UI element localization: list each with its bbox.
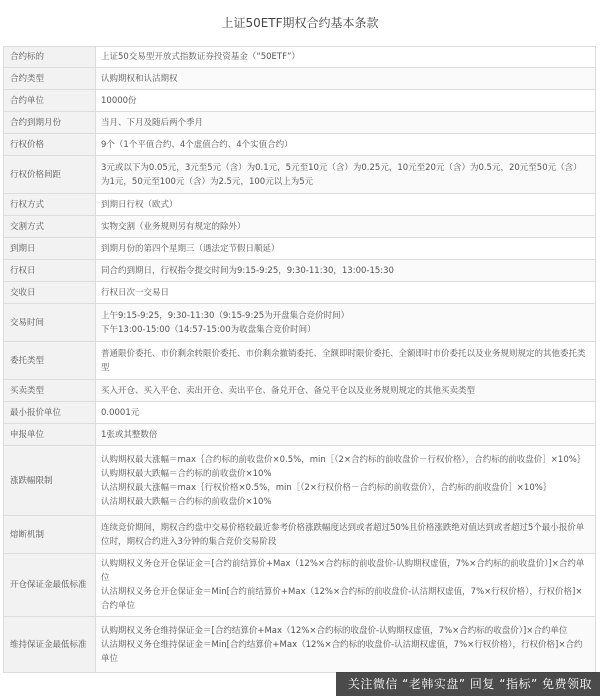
- term-value-line: 认沽期权最大涨幅＝max｛行权价格×0.5%，min［（2×行权价格－合约标的前收盘价），合约标的前收盘价］×10%｝: [101, 482, 552, 493]
- term-value-line: 到期月份的第四个星期三（遇法定节假日顺延）: [101, 243, 280, 254]
- term-value-line: 上证50交易型开放式指数证券投资基金（“50ETF”）: [101, 52, 300, 62]
- term-value-line: 当月、下月及随后两个季月: [101, 117, 204, 128]
- table-row: [4, 112, 596, 134]
- term-value-line: 1张或其整数倍: [101, 429, 158, 440]
- term-value: [96, 617, 596, 673]
- term-value-line: 认购期权义务仓开仓保证金＝[合约前结算价+Max（12%×合约标的前收盘价-认购期权虚值，7%×合约标的前收盘价）]×合约单位: [101, 559, 585, 583]
- term-value-line: 3元或以下为0.05元，3元至5元（含）为0.1元，5元至10元（含）为0.25元，10元至20元（含）为0.5元，20元至50元（含）为1元，50元至100元（含）为2.5元，100元以上为5元: [101, 162, 582, 187]
- term-value-line: 认购期权最大跌幅＝合约标的前收盘价×10%: [101, 468, 272, 479]
- term-label: 交割方式: [4, 216, 96, 238]
- term-label: 涨跌幅限制: [4, 446, 96, 516]
- term-label: 交收日: [4, 282, 96, 304]
- term-value: [96, 156, 596, 194]
- term-label: 行权价格: [4, 134, 96, 156]
- term-label: 维持保证金最低标准: [4, 617, 96, 673]
- term-label: 开仓保证金最低标准: [4, 554, 96, 617]
- table-row: [4, 516, 596, 554]
- term-value-line: 上午9:15-9:25，9:30-11:30（9:15-9:25为开盘集合竞价时间）: [101, 310, 350, 321]
- term-label: 合约单位: [4, 90, 96, 112]
- term-value: [96, 47, 596, 68]
- table-row: [4, 194, 596, 216]
- term-value-line: 认购期权和认沽期权: [101, 73, 178, 84]
- table-row: [4, 554, 596, 617]
- table-row: [4, 446, 596, 516]
- term-value-line: 认购期权最大涨幅＝max｛合约标的前收盘价×0.5%，min［（2×合约标的前收盘价－行权价格），合约标的前收盘价］×10%｝: [101, 454, 586, 465]
- term-value-line: 实物交割（业务规则另有规定的除外）: [101, 221, 246, 232]
- term-value: [96, 194, 596, 216]
- term-value-line: 10000份: [101, 95, 137, 106]
- term-value-line: 认沽期权义务仓开仓保证金＝Min[合约前结算价+Max（12%×合约标的前收盘价-认沽期权虚值，7%×行权价格），行权价格]×合约单位: [101, 587, 583, 611]
- term-label: 合约类型: [4, 68, 96, 90]
- table-row: [4, 68, 596, 90]
- term-value-line: 连续竞价期间，期权合约盘中交易价格较最近参考价格涨跌幅度达到或者超过50%且价格涨跌绝对值达到或者超过5个最小报价单位时，期权合约进入3分钟的集合竞价交易阶段: [101, 522, 585, 547]
- term-value: [96, 238, 596, 260]
- term-label: 行权价格间距: [4, 156, 96, 194]
- table-row: [4, 304, 596, 342]
- term-value-line: 同合约到期日，行权指令提交时间为9:15-9:25，9:30-11:30，13:00-15:30: [101, 265, 394, 276]
- table-row: [4, 342, 596, 380]
- table-row: [4, 282, 596, 304]
- contract-terms-table: [3, 46, 596, 673]
- term-value: [96, 516, 596, 554]
- term-value: [96, 402, 596, 424]
- term-value: [96, 68, 596, 90]
- table-row: [4, 617, 596, 673]
- term-label: 交易时间: [4, 304, 96, 342]
- term-label: 买卖类型: [4, 380, 96, 402]
- term-label: 行权日: [4, 260, 96, 282]
- page-title: 上证50ETF期权合约基本条款: [221, 16, 379, 30]
- term-value-line: 9个（1个平值合约、4个虚值合约、4个实值合约）: [101, 139, 293, 150]
- term-value: [96, 554, 596, 617]
- term-label: 委托类型: [4, 342, 96, 380]
- term-label: 合约到期月份: [4, 112, 96, 134]
- term-value: [96, 112, 596, 134]
- table-row: [4, 260, 596, 282]
- table-row: [4, 156, 596, 194]
- term-label: 申报单位: [4, 424, 96, 446]
- table-row: [4, 134, 596, 156]
- table-row: [4, 216, 596, 238]
- term-value-line: 买入开仓、买入平仓、卖出开仓、卖出平仓、备兑开仓、备兑平仓以及业务规则规定的其他买卖类型: [101, 385, 476, 396]
- term-value-line: 0.0001元: [101, 407, 140, 418]
- term-value: [96, 446, 596, 516]
- term-value-line: 认沽期权最大跌幅＝合约标的前收盘价×10%: [101, 496, 272, 507]
- table-row: [4, 402, 596, 424]
- term-value: [96, 282, 596, 304]
- term-value-line: 到期日行权（欧式）: [101, 199, 178, 210]
- term-value-line: 认购期权义务仓维持保证金＝[合约结算价+Max（12%×合约标的收盘价-认购期权虚值，7%×合约标的收盘价）]×合约单位: [101, 625, 568, 636]
- term-value: [96, 216, 596, 238]
- term-value: [96, 424, 596, 446]
- table-row: [4, 238, 596, 260]
- term-value-line: 下午13:00-15:00（14:57-15:00为收盘集合竞价时间）: [101, 324, 316, 335]
- term-label: 行权方式: [4, 194, 96, 216]
- table-row: [4, 424, 596, 446]
- term-label: 到期日: [4, 238, 96, 260]
- term-value-line: 行权日次一交易日: [101, 287, 170, 298]
- table-row: [4, 380, 596, 402]
- table-row: [4, 47, 596, 68]
- term-label: 最小报价单位: [4, 402, 96, 424]
- term-value: [96, 260, 596, 282]
- term-value: [96, 90, 596, 112]
- term-value: [96, 342, 596, 380]
- term-label: 合约标的: [4, 47, 96, 68]
- term-value: [96, 134, 596, 156]
- term-value: [96, 380, 596, 402]
- table-row: [4, 90, 596, 112]
- watermark-banner: 关注微信 “老韩实盘” 回复 “指标” 免费领取: [336, 672, 600, 696]
- term-value-line: 普通限价委托、市价剩余转限价委托、市价剩余撤销委托、全额即时限价委托、全额即时市价委托以及业务规则规定的其他委托类型: [101, 348, 586, 373]
- term-value: [96, 304, 596, 342]
- contract-terms-body: [4, 47, 596, 673]
- term-label: 熔断机制: [4, 516, 96, 554]
- term-value-line: 认沽期权义务仓维持保证金＝Min[合约结算价+Max（12%×合约标的收盘价-认沽期权虚值，7%×行权价格），行权价格]×合约单位: [101, 639, 583, 664]
